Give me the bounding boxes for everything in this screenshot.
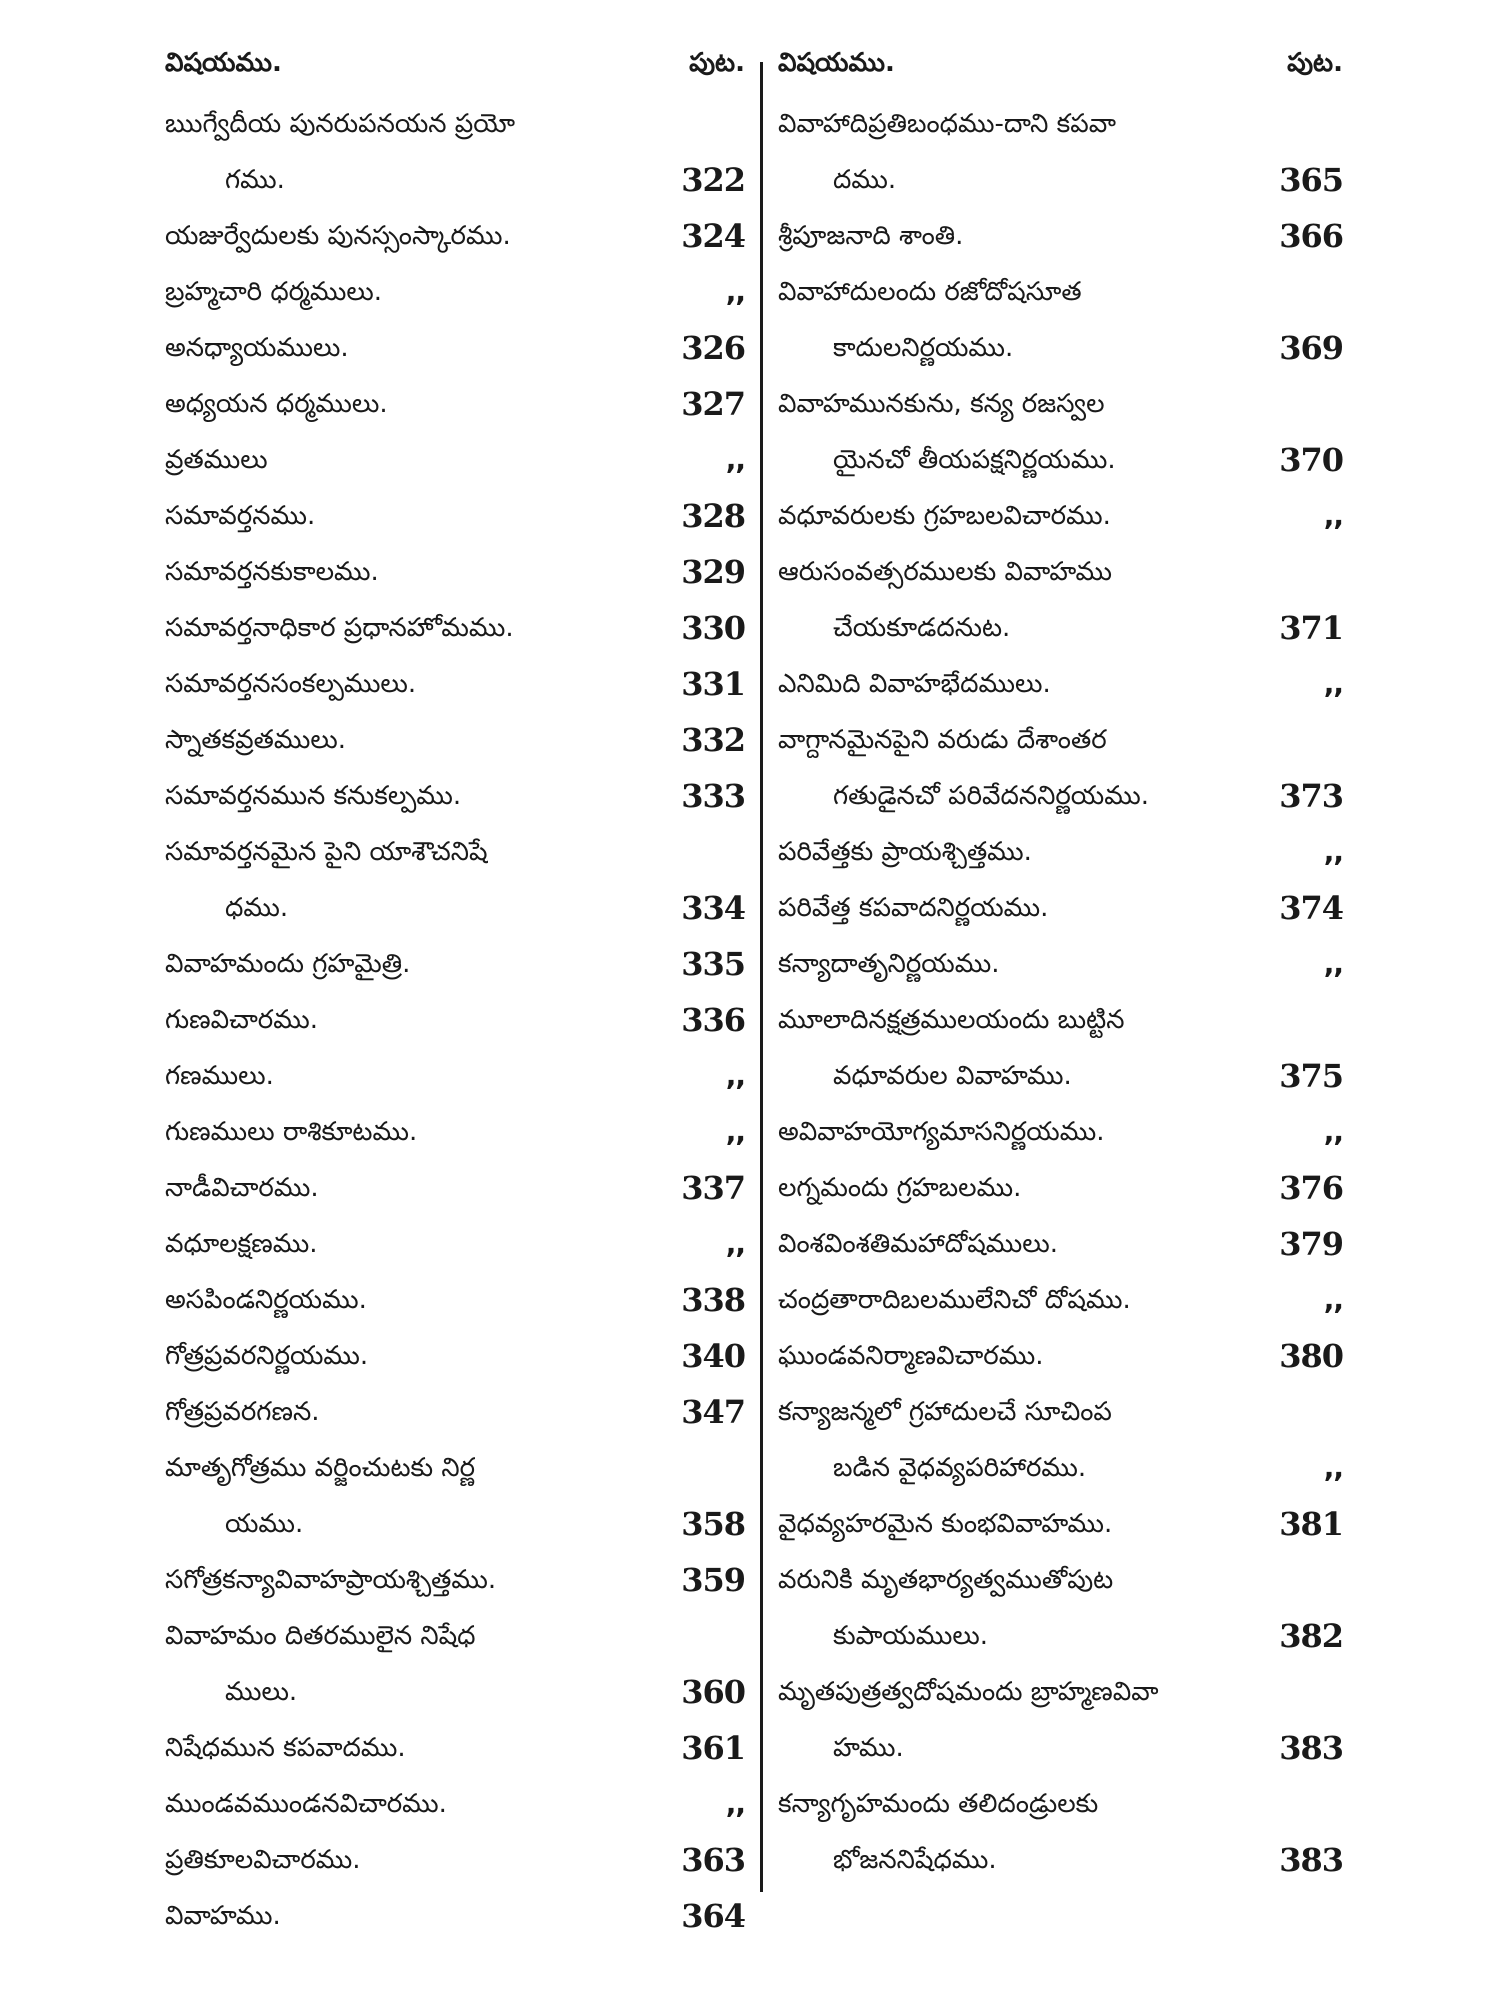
entry-text: గుణవిచారము.: [165, 1005, 318, 1035]
entry-text: దము.: [833, 165, 897, 195]
entry-text: సమావర్తనము.: [165, 501, 316, 531]
entry-text: కన్యాదాతృనిర్ణయము.: [778, 949, 1000, 979]
right-column-header: [778, 48, 1343, 88]
entry-text: యైనచో తీయపక్షనిర్ణయము.: [833, 445, 1116, 475]
entry-text: వింశవింశతిమహాదోషములు.: [778, 1229, 1058, 1259]
entry-text: ఘుండవనిర్మాణవిచారము.: [778, 1341, 1044, 1371]
entry-text: సమావర్తనమున కనుకల్పము.: [165, 781, 462, 811]
entry-text: ముండవముండనవిచారము.: [165, 1789, 447, 1819]
entry-text: నిషేధమున కపవాదము.: [165, 1733, 406, 1763]
entry-page-number: 347: [681, 1393, 745, 1431]
index-entry: [165, 824, 745, 880]
entry-text: బ్రహ్మచారి ధర్మములు.: [165, 277, 383, 307]
entry-text: అధ్యయన ధర్మములు.: [165, 389, 388, 419]
entry-text: గము.: [225, 165, 285, 195]
entry-page-number: ,,: [725, 1787, 745, 1820]
entry-text: ప్రతికూలవిచారము.: [165, 1845, 361, 1875]
index-entry: [165, 1664, 745, 1720]
index-entry: [778, 1440, 1343, 1496]
entry-text: గణములు.: [165, 1061, 274, 1091]
index-entry: [778, 152, 1343, 208]
entry-text: గతుడైనచో పరివేదననిర్ణయము.: [833, 781, 1149, 811]
right-column: [778, 48, 1343, 1888]
index-entry: [778, 544, 1343, 600]
left-column: [165, 48, 745, 1944]
entry-page-number: 338: [681, 1281, 745, 1319]
entry-text: హము.: [833, 1733, 904, 1763]
entry-text: సమావర్తనకుకాలము.: [165, 557, 379, 587]
entry-text: గుణములు రాశికూటము.: [165, 1117, 418, 1147]
entry-text: స్నాతకవ్రతములు.: [165, 725, 347, 755]
entry-page-number: 361: [681, 1729, 745, 1767]
entry-page-number: ,,: [1323, 1283, 1343, 1316]
entry-text: పరివేత్త కపవాదనిర్ణయము.: [778, 893, 1049, 923]
entry-page-number: ,,: [1323, 1451, 1343, 1484]
right-index-list: [778, 96, 1343, 1888]
index-entry: [165, 880, 745, 936]
index-entry: [165, 264, 745, 320]
index-entry: [165, 1496, 745, 1552]
index-entry: [778, 264, 1343, 320]
index-entry: [778, 1384, 1343, 1440]
index-entry: [165, 1160, 745, 1216]
index-entry: [778, 1608, 1343, 1664]
entry-page-number: 383: [1279, 1729, 1343, 1767]
entry-page-number: 373: [1279, 777, 1343, 815]
entry-page-number: 381: [1279, 1505, 1343, 1543]
index-entry: [165, 1216, 745, 1272]
entry-page-number: 335: [681, 945, 745, 983]
index-entry: [778, 1552, 1343, 1608]
index-entry: [778, 208, 1343, 264]
index-entry: [778, 992, 1343, 1048]
index-entry: [165, 1832, 745, 1888]
entry-text: ములు.: [225, 1677, 298, 1707]
index-entry: [778, 1328, 1343, 1384]
right-page-heading: పుట.: [1287, 48, 1343, 78]
index-entry: [778, 824, 1343, 880]
entry-page-number: ,,: [725, 1115, 745, 1148]
index-entry: [165, 1328, 745, 1384]
entry-page-number: 329: [681, 553, 745, 591]
entry-page-number: 330: [681, 609, 745, 647]
entry-page-number: 363: [681, 1841, 745, 1879]
entry-page-number: 365: [1279, 161, 1343, 199]
left-page-heading: పుట.: [689, 48, 745, 78]
index-entry: [165, 544, 745, 600]
index-entry: [778, 1216, 1343, 1272]
index-entry: [778, 768, 1343, 824]
entry-page-number: ,,: [1323, 667, 1343, 700]
entry-page-number: 371: [1279, 609, 1343, 647]
entry-text: భోజననిషేధము.: [833, 1845, 997, 1875]
left-column-header: [165, 48, 745, 88]
entry-text: సమావర్తనసంకల్పములు.: [165, 669, 417, 699]
index-entry: [165, 1888, 745, 1944]
right-subject-heading: విషయము.: [778, 48, 895, 78]
entry-page-number: 327: [681, 385, 745, 423]
entry-text: అసపిండనిర్ణయము.: [165, 1285, 367, 1315]
index-entry: [165, 488, 745, 544]
index-entry: [165, 376, 745, 432]
entry-page-number: 383: [1279, 1841, 1343, 1879]
entry-text: వివాహమందు గ్రహమైత్రి.: [165, 949, 411, 979]
entry-page-number: 324: [681, 217, 745, 255]
entry-text: వివాహాదులందు రజోదోషసూత: [778, 277, 1082, 307]
index-entry: [778, 1048, 1343, 1104]
entry-page-number: 336: [681, 1001, 745, 1039]
entry-text: శ్రీపూజనాది శాంతి.: [778, 221, 964, 251]
index-entry: [165, 656, 745, 712]
entry-text: వ్రతములు: [165, 445, 268, 475]
entry-text: గోత్రప్రవరనిర్ణయము.: [165, 1341, 369, 1371]
index-entry: [165, 96, 745, 152]
entry-text: యము.: [225, 1509, 304, 1539]
entry-text: సగోత్రకన్యావివాహప్రాయశ్చిత్తము.: [165, 1565, 497, 1595]
entry-page-number: 376: [1279, 1169, 1343, 1207]
entry-text: కుపాయములు.: [833, 1621, 989, 1651]
entry-page-number: 333: [681, 777, 745, 815]
entry-page-number: 374: [1279, 889, 1343, 927]
index-entry: [778, 96, 1343, 152]
index-entry: [165, 1104, 745, 1160]
index-entry: [778, 1776, 1343, 1832]
entry-text: యజుర్వేదులకు పునస్సంస్కారము.: [165, 221, 511, 251]
entry-text: మూలాదినక్షత్రములయందు బుట్టిన: [778, 1005, 1125, 1035]
index-entry: [778, 320, 1343, 376]
entry-text: ఎనిమిది వివాహభేదములు.: [778, 669, 1051, 699]
index-entry: [165, 768, 745, 824]
entry-page-number: ,,: [725, 275, 745, 308]
index-entry: [778, 1272, 1343, 1328]
entry-text: ఋగ్వేదీయ పునరుపనయన ప్రయో: [165, 109, 516, 139]
index-entry: [165, 1440, 745, 1496]
entry-text: సమావర్తనమైన పైని యాశౌచనిషే: [165, 837, 488, 867]
entry-text: వధూవరులకు గ్రహబలవిచారము.: [778, 501, 1111, 531]
entry-page-number: ,,: [725, 443, 745, 476]
index-entry: [778, 1496, 1343, 1552]
index-entry: [165, 600, 745, 656]
entry-text: ధము.: [225, 893, 289, 923]
entry-page-number: 369: [1279, 329, 1343, 367]
left-index-list: [165, 96, 745, 1944]
entry-page-number: 366: [1279, 217, 1343, 255]
entry-text: కన్యాగృహమందు తలిదండ్రులకు: [778, 1789, 1099, 1819]
left-subject-heading: విషయము.: [165, 48, 282, 78]
index-entry: [778, 712, 1343, 768]
entry-page-number: ,,: [725, 1059, 745, 1092]
entry-text: గోత్రప్రవరగణన.: [165, 1397, 320, 1427]
index-entry: [165, 1048, 745, 1104]
index-entry: [778, 376, 1343, 432]
column-divider: [760, 62, 763, 1892]
entry-page-number: 340: [681, 1337, 745, 1375]
index-entry: [165, 1608, 745, 1664]
entry-text: చేయకూడదనుట.: [833, 613, 1011, 643]
entry-page-number: ,,: [1323, 1115, 1343, 1148]
entry-page-number: 364: [681, 1897, 745, 1935]
entry-text: బడిన వైధవ్యపరిహారము.: [833, 1453, 1087, 1483]
entry-page-number: 382: [1279, 1617, 1343, 1655]
entry-page-number: ,,: [1323, 835, 1343, 868]
entry-page-number: 358: [681, 1505, 745, 1543]
entry-text: వివాహమం దితరములైన నిషేధ: [165, 1621, 476, 1651]
index-entry: [778, 488, 1343, 544]
index-entry: [165, 432, 745, 488]
index-entry: [165, 992, 745, 1048]
entry-page-number: 322: [681, 161, 745, 199]
index-entry: [165, 1720, 745, 1776]
entry-page-number: 360: [681, 1673, 745, 1711]
entry-text: కన్యాజన్మలో గ్రహాదులచే సూచింప: [778, 1397, 1112, 1427]
entry-page-number: 370: [1279, 441, 1343, 479]
index-entry: [165, 712, 745, 768]
index-entry: [165, 1272, 745, 1328]
index-entry: [778, 880, 1343, 936]
index-entry: [778, 936, 1343, 992]
entry-text: లగ్నమందు గ్రహబలము.: [778, 1173, 1022, 1203]
entry-text: వివాహము.: [165, 1901, 281, 1931]
entry-page-number: ,,: [1323, 499, 1343, 532]
index-entry: [165, 1384, 745, 1440]
index-entry: [165, 936, 745, 992]
entry-text: వైధవ్యహరమైన కుంభవివాహము.: [778, 1509, 1113, 1539]
entry-text: పరివేత్తకు ప్రాయశ్చిత్తము.: [778, 837, 1032, 867]
entry-text: ఆరుసంవత్సరములకు వివాహము: [778, 557, 1112, 587]
entry-text: వివాహమునకును, కన్య రజస్వల: [778, 389, 1105, 419]
entry-text: సమావర్తనాధికార ప్రధానహోమము.: [165, 613, 514, 643]
entry-page-number: 359: [681, 1561, 745, 1599]
entry-text: వివాహాదిప్రతిబంధము-దాని కపవా: [778, 109, 1116, 139]
entry-text: వధూలక్షణము.: [165, 1229, 318, 1259]
entry-text: అనధ్యాయములు.: [165, 333, 349, 363]
index-entry: [778, 1104, 1343, 1160]
entry-page-number: 380: [1279, 1337, 1343, 1375]
entry-text: అవివాహయోగ్యమాసనిర్ణయము.: [778, 1117, 1105, 1147]
entry-page-number: 337: [681, 1169, 745, 1207]
entry-page-number: ,,: [725, 1227, 745, 1260]
entry-page-number: 326: [681, 329, 745, 367]
entry-text: మాతృగోత్రము వర్జించుటకు నిర్ణ: [165, 1453, 476, 1483]
entry-text: వధూవరుల వివాహము.: [833, 1061, 1072, 1091]
index-entry: [778, 1720, 1343, 1776]
index-entry: [778, 656, 1343, 712]
index-entry: [165, 320, 745, 376]
entry-page-number: 334: [681, 889, 745, 927]
index-entry: [165, 152, 745, 208]
entry-page-number: 328: [681, 497, 745, 535]
index-entry: [778, 600, 1343, 656]
index-entry: [778, 1160, 1343, 1216]
entry-text: కాదులనిర్ణయము.: [833, 333, 1014, 363]
entry-text: వాగ్దానమైనపైని వరుడు దేశాంతర: [778, 725, 1107, 755]
index-entry: [165, 208, 745, 264]
entry-page-number: 331: [681, 665, 745, 703]
entry-page-number: 375: [1279, 1057, 1343, 1095]
entry-text: చంద్రతారాదిబలములేనిచో దోషము.: [778, 1285, 1131, 1315]
entry-text: మృతపుత్రత్వదోషమందు బ్రాహ్మణవివా: [778, 1677, 1159, 1707]
entry-text: వరునికి మృతభార్యత్వముతోపుట: [778, 1565, 1114, 1595]
index-entry: [165, 1776, 745, 1832]
entry-text: నాడీవిచారము.: [165, 1173, 319, 1203]
entry-page-number: ,,: [1323, 947, 1343, 980]
entry-page-number: 379: [1279, 1225, 1343, 1263]
index-entry: [778, 432, 1343, 488]
index-entry: [778, 1832, 1343, 1888]
index-entry: [778, 1664, 1343, 1720]
entry-page-number: 332: [681, 721, 745, 759]
index-entry: [165, 1552, 745, 1608]
